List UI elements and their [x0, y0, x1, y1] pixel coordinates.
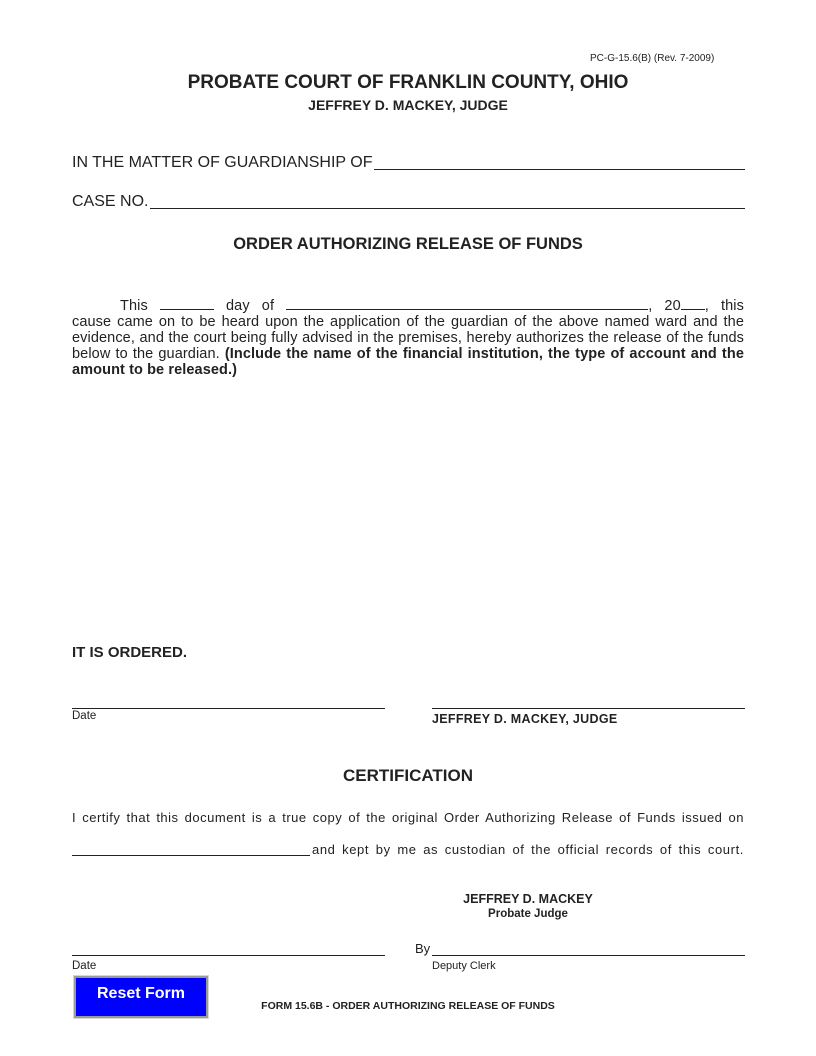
order-body: [72, 297, 744, 378]
cert-date-field[interactable]: [74, 938, 382, 954]
month-blank[interactable]: [286, 297, 648, 310]
cert-date-line: [72, 955, 385, 956]
form-footer: FORM 15.6B - ORDER AUTHORIZING RELEASE OF FUNDS: [261, 1000, 555, 1012]
court-name: PROBATE COURT OF FRANKLIN COUNTY, OHIO: [187, 72, 629, 93]
certifying-judge-name: JEFFREY D. MACKEY: [463, 892, 593, 906]
case-number-underline: [150, 208, 745, 209]
issued-date-line: [72, 855, 310, 856]
order-date-line: [72, 708, 385, 709]
deputy-signature-field[interactable]: [434, 938, 742, 954]
order-date-field[interactable]: [74, 690, 382, 706]
order-date-label: Date: [72, 710, 97, 722]
case-number-label: CASE NO.: [72, 193, 149, 210]
deputy-signature-line: [432, 955, 745, 956]
this-label-2: , this: [704, 298, 744, 314]
matter-underline: [374, 169, 745, 170]
certification-text-2: and kept by me as custodian of the official records of this court.: [312, 842, 744, 857]
year-prefix-label: , 20: [648, 298, 681, 314]
judge-signature-line: [432, 708, 745, 709]
by-label: By: [415, 941, 431, 956]
funds-details-field[interactable]: [72, 384, 744, 624]
certification-text: I certify that this document is a true copy of the original Order Authorizing Release of Funds issued on: [72, 810, 744, 825]
order-first-line: [72, 297, 744, 314]
certification-title: CERTIFICATION: [342, 766, 473, 785]
cert-date-label: Date: [72, 960, 97, 972]
judge-header: JEFFREY D. MACKEY, JUDGE: [308, 97, 508, 113]
day-blank[interactable]: [160, 297, 214, 310]
case-number-field[interactable]: [152, 191, 744, 207]
year-blank[interactable]: [681, 297, 705, 310]
matter-label: IN THE MATTER OF GUARDIANSHIP OF: [72, 154, 373, 171]
it-is-ordered: IT IS ORDERED.: [72, 644, 188, 661]
issued-date-field[interactable]: [74, 838, 308, 854]
day-of-label: day of: [226, 298, 275, 314]
order-title: ORDER AUTHORIZING RELEASE OF FUNDS: [233, 235, 583, 253]
order-instruction: (Include the name of the financial institution, the type of account and the amount to be released.): [72, 346, 744, 378]
form-id: PC-G-15.6(B) (Rev. 7-2009): [590, 53, 715, 64]
deputy-clerk-label: Deputy Clerk: [432, 960, 496, 972]
judge-signature-label: JEFFREY D. MACKEY, JUDGE: [432, 712, 618, 726]
order-body-text: cause came on to be heard upon the application of the guardian of the above named ward and the evidence, and the court being fully advised in the premises, hereby authorizes the release of the funds below to the guardian.: [72, 314, 744, 362]
guardianship-name-field[interactable]: [376, 152, 744, 168]
certifying-judge-title: Probate Judge: [488, 908, 568, 920]
this-label: This: [120, 298, 148, 314]
reset-form-button[interactable]: Reset Form: [74, 976, 208, 1018]
